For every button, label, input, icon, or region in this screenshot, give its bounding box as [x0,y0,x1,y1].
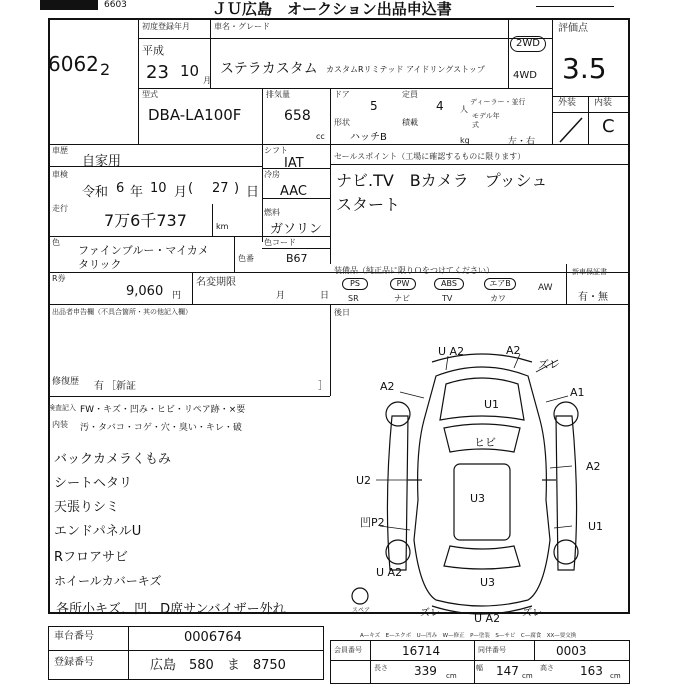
inspection-day-unit: 日 [246,185,260,200]
header-top-number: 6603 [104,0,127,10]
usage-label: 車歴 [52,146,68,155]
type-label: 型式 [142,90,158,99]
width-label: 幅 [476,664,483,672]
dmg-bottom-row-center: U A2 [474,612,501,625]
length-unit: cm [446,672,457,680]
first-reg-month: 10 [180,62,200,80]
recycle-value: 9,060 [126,284,164,299]
seat-label: 定員 [402,90,418,99]
color-code-label: 色コード [264,238,296,247]
equip-airbag: エアB [484,278,516,290]
mileage-value: 7万6千737 [104,211,187,230]
dmg-hood: U1 [484,398,500,411]
interior-value: C [602,116,615,137]
new-car-value: 有・無 [578,292,608,303]
repair-label: 修復歴 [52,377,80,387]
note-3: 天張りシミ [54,500,120,515]
equipment-label: 装備品（純正品に限りＯをつけてください） [334,266,494,275]
plate-label: 登録番号 [54,657,94,668]
dmg-right-upper: A1 [570,386,585,399]
dmg-top-center: A2 [506,344,521,357]
dmg-windshield: ヒビ [474,436,496,449]
drive-2wd: 2WD [510,36,546,52]
note-6: ホイールカバーキズ [54,574,162,588]
drive-4wd: 4WD [513,70,537,81]
exterior-label: 外装 [558,98,577,108]
color-value-line1: ファインブルー・マイカメ [78,244,209,257]
dmg-right-lower: U1 [588,520,604,533]
name-change-month: 月 [276,291,286,301]
fuel-value: ガソリン [270,222,323,237]
first-reg-era: 平成 [142,44,164,57]
entry-number: 6062 [48,52,99,76]
height-value: 163 [580,664,603,678]
dmg-right-mid: A2 [586,460,601,473]
inspection-year: 6 [116,181,125,196]
inspection-era: 令和 [82,185,109,200]
repair-value: 有 [94,381,104,392]
dmg-trunk: U3 [480,576,496,589]
chassis-label: 車台番号 [54,631,94,642]
dealer-label: ディーラー・並行 [470,98,526,106]
sales-point-line1: ナビ.TV Bカメラ プッシュ [336,171,548,190]
chassis-value: 0006764 [184,630,242,645]
inspection-day: 27 [212,181,229,196]
dmg-spare: スペア [352,607,371,614]
member-label: 会員番号 [334,646,362,654]
note-2: シートヘタリ [54,476,133,491]
inspection-paren-open: ( [188,181,194,196]
door-label: ドア [334,90,350,99]
first-reg-label: 初度登録年月 [142,22,190,31]
name-change-label: 名変期限 [196,277,236,288]
score-label: 評価点 [558,23,588,34]
equip-tv: TV [442,294,453,303]
equip-ps: PS [342,278,368,290]
shift-value: IAT [284,156,304,171]
post-label: 後日 [334,308,350,317]
new-car-label: 新車保証書 [572,268,607,276]
note-1: バックカメラくもみ [54,452,172,467]
dmg-bottom-row-left: ズレ [420,608,440,619]
plate-value: 広島 580 ま 8750 [150,658,286,673]
equip-leather: カワ [490,294,506,303]
height-label: 高さ [540,664,554,672]
repair-note: ［新証 [106,381,136,392]
mileage-label: 走行 [52,204,68,213]
model-label: 車名・グレード [214,22,270,31]
inspection-month-unit: 月 [174,185,188,200]
door-value: 5 [370,99,378,113]
load-label: 積載 [402,118,418,127]
shape-label: 形状 [334,118,350,127]
member-value: 16714 [402,644,441,658]
sales-point-line2: スタート [336,195,401,214]
recycle-unit: 円 [172,291,182,301]
dmg-left-lower: 凹P2 [360,516,385,529]
color-number-label: 色番 [238,254,254,263]
name-change-day: 日 [320,291,330,301]
shift-label: シフト [264,146,288,155]
repair-bracket: ］ [318,381,328,392]
engine-value: 658 [284,108,311,124]
model-name: ステラカスタム [220,61,318,77]
usage-value: 自家用 [82,154,122,169]
color-code-value: B67 [286,252,308,265]
first-reg-year: 23 [146,62,169,83]
dmg-left-upper: A2 [380,380,395,393]
model-grade: カスタムRリミテッド アイドリングストップ [326,65,485,74]
inspection-year-unit: 年 [130,185,144,200]
equip-pw: PW [390,278,416,290]
length-label: 長さ [374,664,388,672]
dmg-roof: U3 [470,492,486,505]
fuel-label: 燃料 [264,208,280,217]
dmg-left-mid: U2 [356,474,372,487]
interior-label: 内装 [594,98,613,108]
header-black-tab [40,0,98,10]
type-value: DBA-LA100F [148,106,242,124]
seat-value: 4 [436,99,444,113]
equip-navi: ナビ [394,294,410,303]
seat-unit: 人 [460,105,468,114]
dmg-bottom-left: U A2 [376,566,403,579]
note-4: エンドパネルU [54,524,142,539]
sales-point-label: セールスポイント（工場に確認するものに限ります） [334,152,526,161]
entry-number-sub: 2 [100,60,111,79]
engine-unit: cc [316,132,325,141]
inspection-label: 車検 [52,170,68,179]
form-title: ＪＵ広島 オークション出品申込書 [212,0,452,18]
check-row2-label: 内装 [52,420,68,429]
handle-value: 左・右 [508,137,536,147]
color-label: 色 [52,238,60,247]
recycle-label: R券 [52,274,66,283]
note-5: Rフロアサビ [54,550,129,565]
dmg-bottom-row-right: ズレ [522,608,542,619]
check-row2: 汚・タバコ・コゲ・穴・臭い・キレ・破 [80,423,242,433]
load-unit: kg [460,136,470,145]
dmg-legend: A—キズ E—エクボ U—凹み W—修正 P—塗装 S—サビ C—腐食 XX—要交換 [360,633,577,639]
model-year-label: モデル年式 [472,112,500,129]
dmg-top-left: U A2 [438,345,465,358]
check-row1: FW・キズ・凹み・ヒビ・リペア跡・×要 [80,405,246,415]
inspection-paren-close: ) [234,181,240,196]
aircon-label: 冷房 [264,170,280,179]
aircon-value: AAC [280,184,307,199]
color-value-line2: タリック [78,258,122,271]
top-right-box [536,0,614,7]
damage-label: 出品者申告欄（不具合箇所・其の他記入欄） [52,308,192,316]
inspection-month: 10 [150,181,167,196]
height-unit: cm [610,672,621,680]
width-unit: cm [522,672,533,680]
equip-abs: ABS [434,278,464,290]
first-reg-month-unit: 月 [203,76,211,85]
engine-label: 排気量 [266,90,290,99]
mileage-unit: km [216,222,229,231]
companion-value: 0003 [556,644,587,658]
companion-label: 同伴番号 [478,646,506,654]
exterior-slash [556,114,586,144]
dmg-top-right: ズレ [538,358,560,371]
width-value: 147 [496,664,519,678]
equip-sr: SR [348,294,359,303]
check-row1-label: 検査記入 [48,404,76,412]
length-value: 339 [414,664,437,678]
equip-aw: AW [538,283,553,293]
score-value: 3.5 [562,52,607,85]
shape-value: ハッチB [350,132,387,143]
note-7: 各所小キズ．凹．D席サンバイザー外れ [56,602,286,617]
